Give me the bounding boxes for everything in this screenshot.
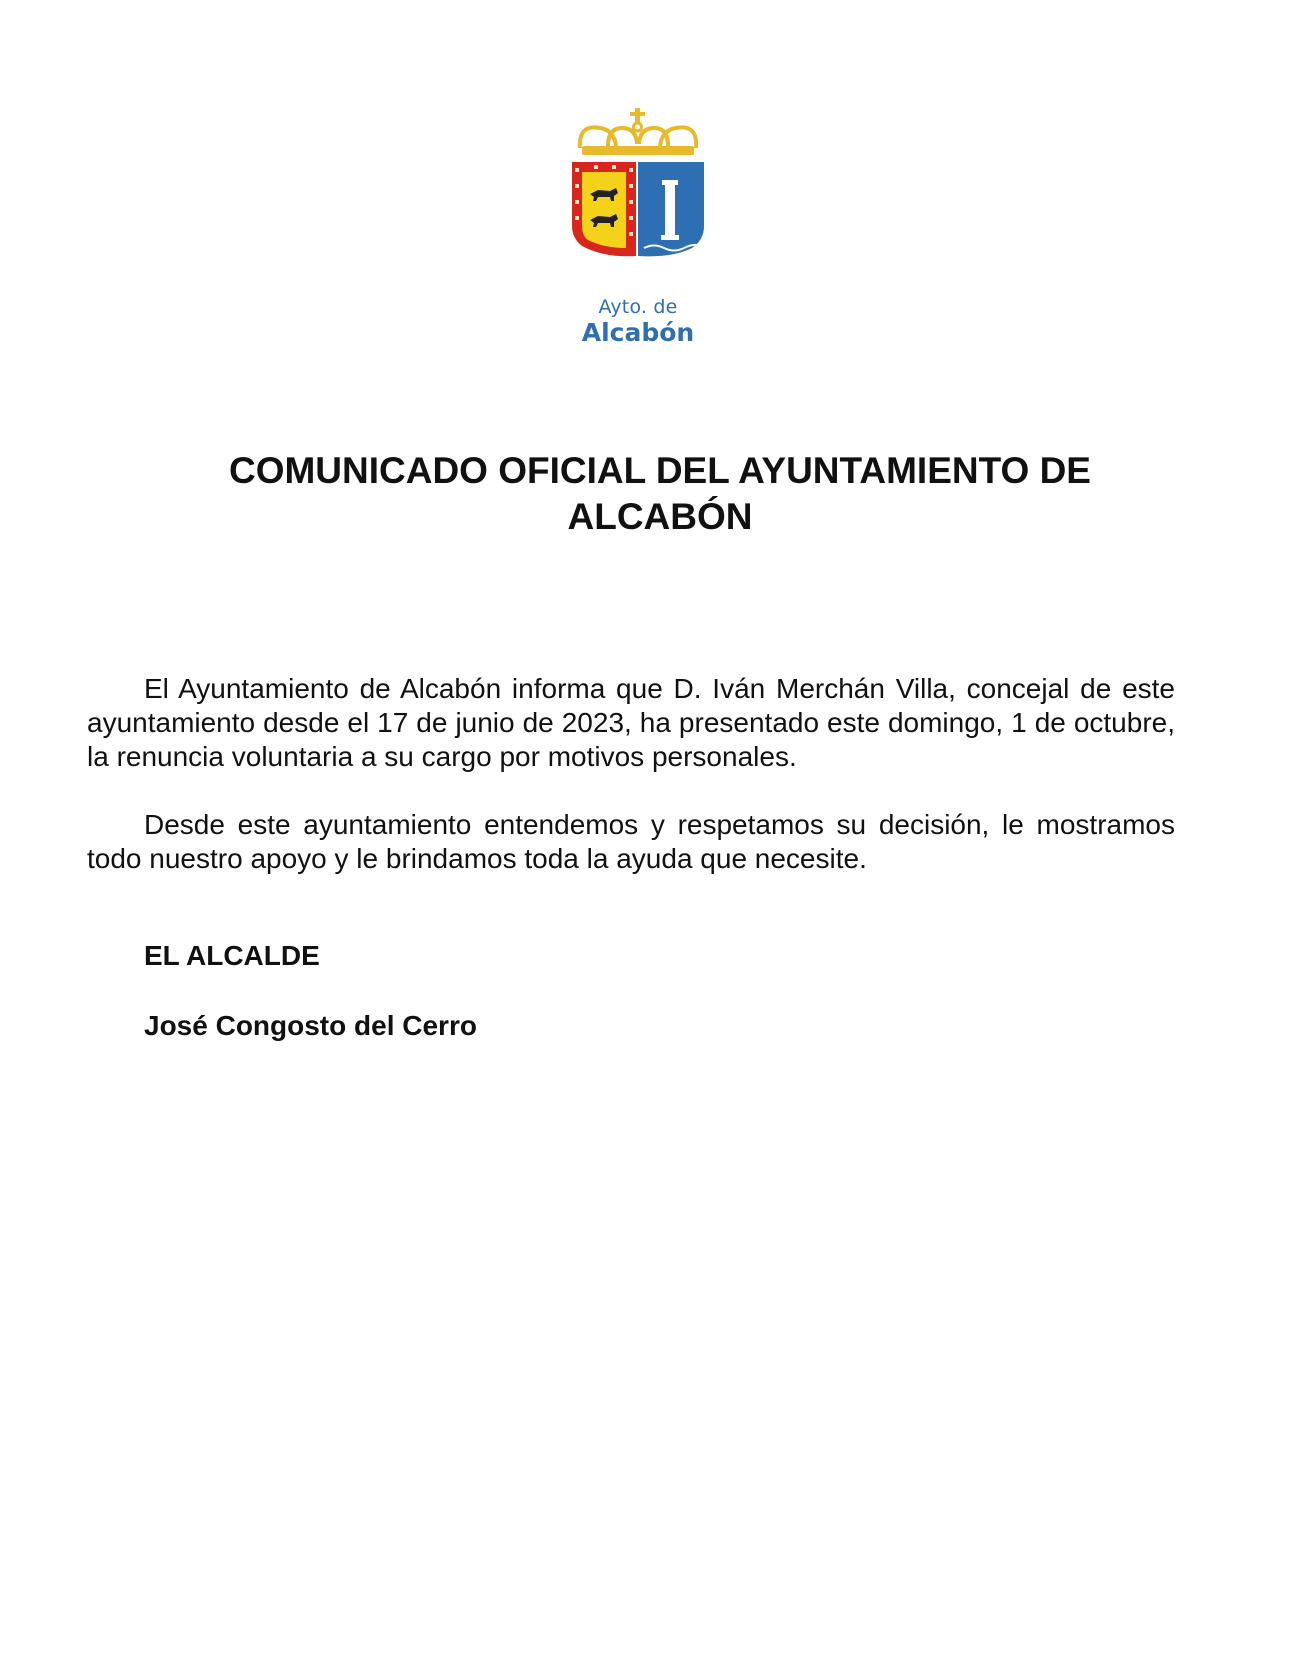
- paragraph-support: Desde este ayuntamiento entendemos y respetamos su decisión, le mostramos todo nuestro apoyo y le brindamos toda la ayuda que necesite.: [87, 809, 1175, 874]
- coat-of-arms-icon: [568, 108, 708, 288]
- signature-name: José Congosto del Cerro: [144, 1010, 477, 1041]
- page-title: COMUNICADO OFICIAL DEL AYUNTAMIENTO DE ALCABÓN: [228, 450, 1091, 537]
- logo-text-alcabon: Alcabón: [581, 318, 695, 347]
- municipal-logo: [568, 108, 708, 348]
- logo-text-ayto: Ayto. de: [598, 296, 678, 318]
- paragraph-announcement: El Ayuntamiento de Alcabón informa que D. Iván Merchán Villa, concejal de este ayuntamiento desde el 17 de junio de 2023, ha presentado este domingo, 1 de octubre, la renuncia voluntaria a su cargo por motivos personales.: [87, 673, 1175, 772]
- signature-role: EL ALCALDE: [144, 940, 320, 971]
